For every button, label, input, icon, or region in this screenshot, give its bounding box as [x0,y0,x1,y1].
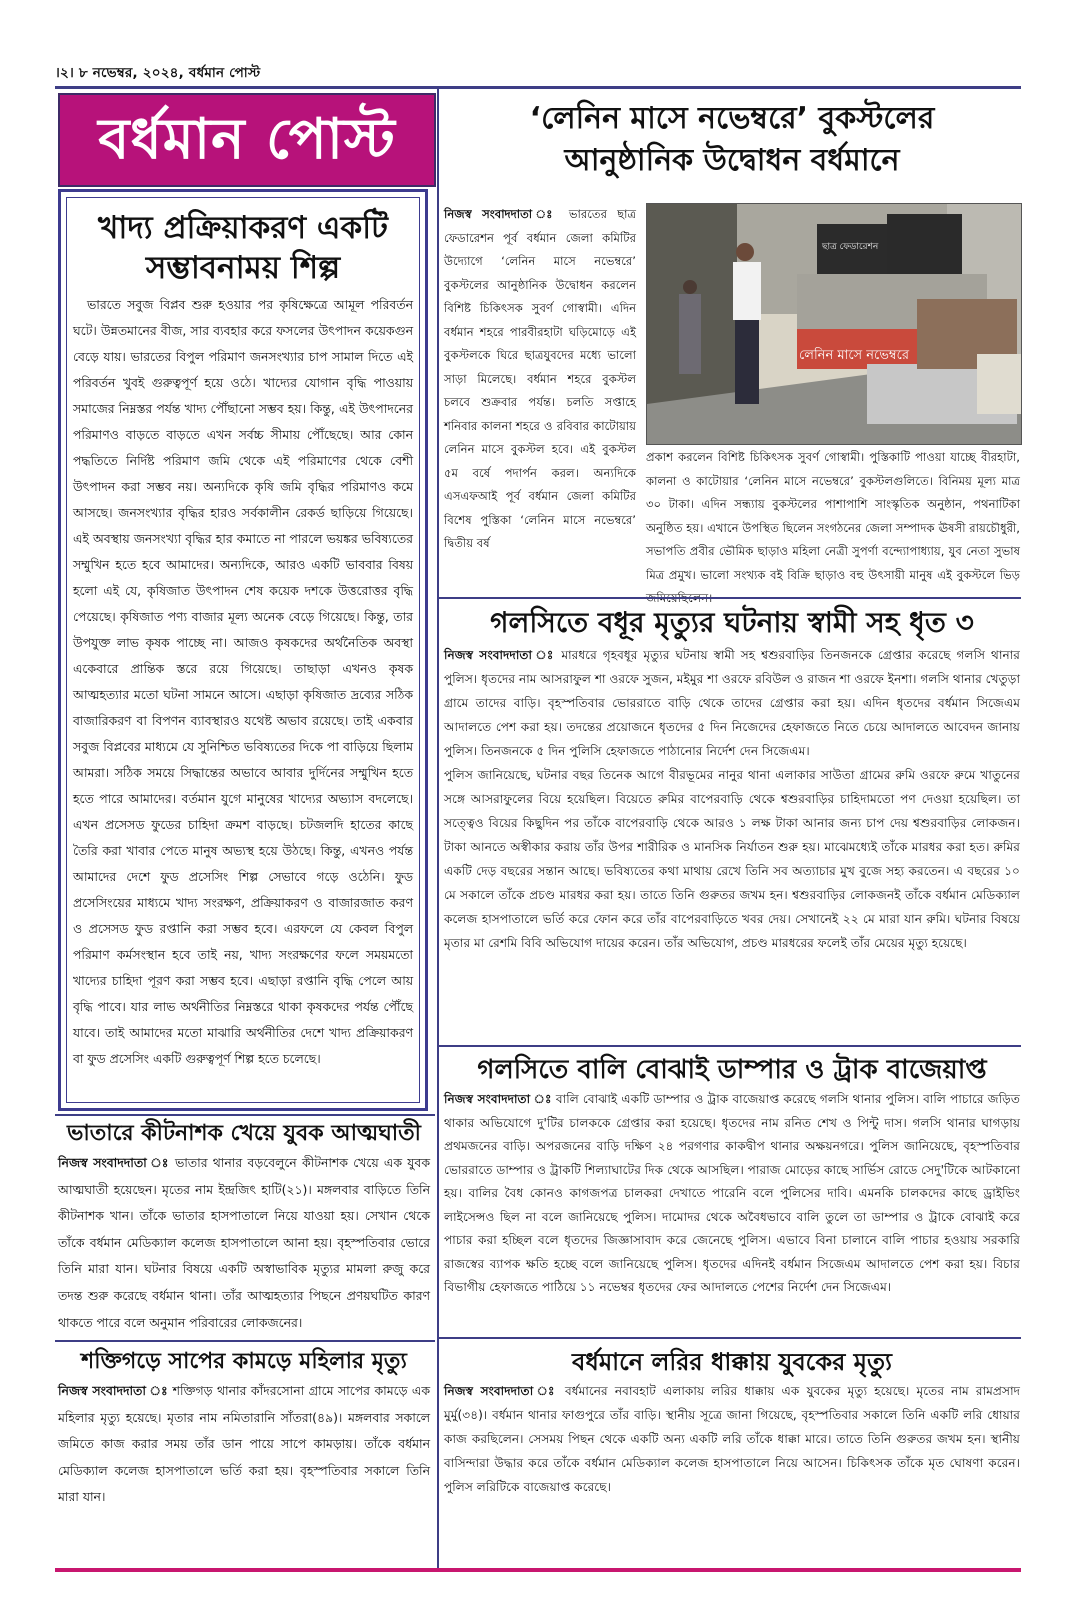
article-body: বর্ধমানের নবাবহাট এলাকায় লরির ধাক্কায় এক যুবকের মৃত্যু হয়েছে। মৃতের নাম রামপ্রসাদ মুর্মু(৩৪)। বর্ধমান থানার ফাগুপুরে তাঁর বাড়ি। স্থানীয় সূত্রে জানা গিয়েছে, বৃহস্পতিবার সকালে তিনি একটি লরি ধোয়ার কাজ করছিলেন। সেসময় পিছন থেকে একটি অন্য একটি লরি তাঁকে ধাক্কা মারে। তাতে তিনি গুরুতর জখম হন। স্থানীয় বাসিন্দারা উদ্ধার করে তাঁকে বর্ধমান মেডিক্যাল কলেজ হাসপাতালে নিয়ে আসেন। চিকিৎসক তাঁকে মৃত ঘোষণা করেন। পুলিস লরিটিকে বাজেয়াপ্ত করেছে। [444,1384,1021,1494]
byline: নিজস্ব সংবাদদাতা ঃ [444,207,559,221]
article-title: শক্তিগড়ে সাপের কামড়ে মহিলার মৃত্যু [81,1349,407,1374]
article-suicide [58,1118,430,1336]
article-title: ভাতারে কীটনাশক খেয়ে যুবক আত্মঘাতী [67,1121,421,1146]
article-body: বালি বোঝাই একটি ডাম্পার ও ট্রাক বাজেয়াপ্ত করেছে গলসি থানার পুলিস। বালি পাচারে জড়িত থাকার অভিযোগে দু'টির চালককে গ্রেপ্তার করা হয়েছে। ধৃতদের নাম রনিত শেখ ও পিন্টু দাস। গলসি থানার ঘাগড়ায় প্রথমজনের বাড়ি। অপরজনের বাড়ি দক্ষিণ ২৪ পরগণার কাকদ্বীপ থানার অক্ষয়নগরে। পুলিস জানিয়েছে, বৃহস্পতিবার ভোররাতে ডাম্পার ও ট্রাকটি শিল্যাঘাটের দিক থেকে আসছিল। পারাজ মোড়ের কাছে সার্ভিস রোডে সেদু'টিকে আটকানো হয়। বালির বৈধ কোনও কাগজপত্র চালকরা দেখাতে পারেনি বলে পুলিসের দাবি। এমনকি চালকদের কাছে ড্রাইভিং লাইসেন্সও ছিল না বলে জানিয়েছে পুলিস। দামোদর থেকে অবৈধভাবে বালি তুলে তা ডাম্পার ও ট্রাকে বোঝাই করে পাচার করা হচ্ছিল বলে ধৃতদের জিজ্ঞাসাবাদ করে জেনেছে পুলিস। এভাবে বিনা চালানে বালি পাচার হওয়ায় সরকারি রাজস্বের ব্যাপক ক্ষতি হচ্ছে বলে জানিয়েছে পুলিস। ধৃতদের এদিনই বর্ধমান সিজেএম আদালতে পেশ করা হয়। বিচার বিভাগীয় হেফাজতে পাঠিয়ে ১১ নভেম্বর ধৃতদের ফের আদালতে পেশের নির্দেশ দেন সিজেএম। [444,1092,1020,1294]
byline: নিজস্ব সংবাদদাতা ঃ [444,648,556,662]
divider [55,1114,435,1116]
article-body: মারধরে গৃহবধূর মৃত্যুর ঘটনায় স্বামী সহ শ্বশুরবাড়ির তিনজনকে গ্রেপ্তার করেছে গলসি থানার পুলিস। ধৃতদের নাম আসরাফুল শা ওরফে সুজন, মইমুর শা ওরফে রবিউল ও রাজন শা ওরফে ইনশা। গলসি থানার খেতুড়া গ্রামে তাদের বাড়ি। বৃহস্পতিবার ভোররাতে বাড়ি থেকে তাদের গ্রেপ্তার করা হয়। এদিন ধৃতদের বর্ধমান সিজেএম আদালতে পেশ করা হয়। তদন্তের প্রয়োজনে ধৃতদের ৫ দিন নিজেদের হেফাজতে নিতে চেয়ে আদালতে আবেদন জানায় পুলিস। তিনজনকে ৫ দিন পুলিসি হেফাজতে পাঠানোর নির্দেশ দেন সিজেএম। [444,648,1021,758]
article-title: বর্ধমানে লরির ধাক্কায় যুবকের মৃত্যু [572,1348,892,1376]
article-body: পুলিস জানিয়েছে, ঘটনার বছর তিনেক আগে বীরভূমের নানুর থানা এলাকার সাউতা গ্রামের রুমি ওরফে রুমে খাতুনের সঙ্গে আসরাফুলের বিয়ে হয়েছিল। বিয়েতে রুমির বাপেরবাড়ি থেকে শ্বশুরবাড়ির চাহিদামতো পণ দেওয়া হয়েছিল। তা সত্ত্বেও বিয়ের কিছুদিন পর তাঁকে বাপেরবাড়ি থেকে আরও ১ লক্ষ টাকা আনার জন্য চাপ দেয় শ্বশুরবাড়ির লোকজন। টাকা আনতে অস্বীকার করায় তাঁর উপর শারীরিক ও মানসিক নির্যাতন শুরু হয়। মাঝেমধ্যেই তাঁকে মারধর করা হত। রুমির একটি দেড় বছরের সন্তান আছে। ভবিষ্যতের কথা মাথায় রেখে তিনি সব অত্যাচার মুখ বুজে সহ্য করতেন। এ বছরের ১০ মে সকালে তাঁকে প্রচণ্ড মারধর করা হয়। তাতে তিনি গুরুতর জখম হন। শ্বশুরবাড়ির লোকজনই তাঁকে বর্ধমান মেডিক্যাল কলেজ হাসপাতালে ভর্তি করে ফোন করে তাঁর বাপেরবাড়িতে খবর দেয়। সেখানেই ২২ মে মারা যান রুমি। ঘটনার বিষয়ে মৃতার মা রেশমি বিবি অভিযোগ দায়ের করেন। তাঁর অভিযোগ, প্রচণ্ড মারধরের ফলেই তাঁর মেয়ের মৃত্যু হয়েছে। [444,768,1020,950]
article-body: ভারতের ছাত্র ফেডারেশন পূর্ব বর্ধমান জেলা কমিটির উদ্যোগে ‘লেনিন মাসে নভেম্বরে’ বুকস্টলের আনুষ্ঠানিক উদ্বোধন করলেন বিশিষ্ট চিকিৎসক সুবর্ণ গোস্বামী। এদিন বর্ধমান শহরে পারবীরহাটা ঘড়িমোড়ে এই বুকস্টলকে ঘিরে ছাত্রযুবদের মধ্যে ভালো সাড়া মিলেছে। বর্ধমান শহরে বুকস্টল চলবে শুক্রবার পর্যন্ত। চলতি সপ্তাহে শনিবার কালনা শহরে ও রবিবার কাটোয়ায় লেনিন মাসে বুকস্টল হবে। এই বুকস্টল ৫ম বর্ষে পদার্পন করল। অন্যদিকে এসএফআই পূর্ব বর্ধমান জেলা কমিটির বিশেষ পুস্তিকা ‘লেনিন মাসে নভেম্বরে’ দ্বিতীয় বর্ষ [444,207,636,550]
article-title: গলসিতে বালি বোঝাই ডাম্পার ও ট্রাক বাজেয়াপ্ত [477,1055,987,1085]
divider [439,1045,1021,1047]
byline: নিজস্ব সংবাদদাতা ঃ [58,1155,170,1170]
article-title: গলসিতে বধূর মৃত্যুর ঘটনায় স্বামী সহ ধৃত ৩ [490,606,974,639]
bookstall-photo [646,203,1022,445]
editorial-box [58,189,428,1111]
article-body: শক্তিগড় থানার কাঁদরসোনা গ্রামে সাপের কামড়ে এক মহিলার মৃত্যু হয়েছে। মৃতার নাম নমিতারানি সাঁতরা(৪৯)। মঙ্গলবার সকালে জমিতে কাজ করার সময় তাঁর ডান পায়ে সাপে কামড়ায়। তাঁকে বর্ধমান মেডিক্যাল কলেজ হাসপাতালে ভর্তি করা হয়। বৃহস্পতিবার সকালে তিনি মারা যান। [58,1383,430,1505]
byline: নিজস্ব সংবাদদাতা ঃ [444,1384,558,1398]
byline: নিজস্ব সংবাদদাতা ঃ [444,1092,552,1106]
article-bookstall [444,98,1020,182]
article-snakebite [58,1346,430,1511]
column-divider [437,89,439,1568]
bookstall-text-right: প্রকাশ করলেন বিশিষ্ট চিকিৎসক সুবর্ণ গোস্বামী। পুস্তিকাটি পাওয়া যাচ্ছে বীরহাটা, কালনা ও কাটোয়ার ‘লেনিন মাসে নভেম্বরে’ বুকস্টলগুলিতে। বিনিময় মূল্য মাত্র ৩০ টাকা। এদিন সন্ধ্যায় বুকস্টলের পাশাপাশি সাংস্কৃতিক অনুষ্ঠান, পথনাটিকা অনুষ্ঠিত হয়। এখানে উপস্থিত ছিলেন সংগঠনের জেলা সম্পাদক ঊষসী রায়চৌধুরী, সভাপতি প্রবীর ভৌমিক ছাড়াও মহিলা নেত্রী সুপর্ণা বন্দ্যোপাধ্যায়, যুব নেতা সুভাষ মিত্র প্রমুখ। ভালো সংখ্যক বই বিক্রি ছাড়াও বহু উৎসায়ী মানুষ এই বুকস্টলে ভিড় [646,450,1020,582]
editorial-title: খাদ্য প্রক্রিয়াকরণ একটি সম্ভাবনাময় শিল্প [98,210,388,286]
photo-banner-text: লেনিন মাসে নভেম্বরে [799,348,909,363]
page-folio: ।২। ৮ নভেম্বর, ২০২৪, বর্ধমান পোস্ট [55,65,261,81]
bottom-rule [55,1568,1021,1572]
article-lorry [444,1345,1020,1499]
photo-sign-text: ছাত্র ফেডারেশন [822,242,879,252]
article-title: ‘লেনিন মাসে নভেম্বরে’ বুকস্টলের আনুষ্ঠানিক উদ্বোধন বর্ধমানে [529,101,935,178]
byline: নিজস্ব সংবাদদাতা ঃ [58,1383,169,1398]
article-body: ভাতার থানার বড়বেলুনে কীটনাশক খেয়ে এক যুবক আত্মঘাতী হয়েছেন। মৃতের নাম ইন্দ্রজিৎ হাটি(২১)। মঙ্গলবার বাড়িতে তিনি কীটনাশক খান। তাঁকে ভাতার হাসপাতালে নিয়ে যাওয়া হয়। সেখান থেকে তাঁকে বর্ধমান মেডিক্যাল কলেজ হাসপাতালে আনা হয়। বৃহস্পতিবার ভোরে তিনি মারা যান। ঘটনার বিষয়ে একটি অস্বাভাবিক মৃত্যুর মামলা রুজু করে তদন্ত শুরু করেছে বর্ধমান থানা। তাঁর আত্মহত্যার পিছনে প্রণয়ঘটিত কারণ থাকতে পারে বলে অনুমান পরিবারের লোকজনের। [58,1155,430,1330]
editorial-body: ভারতে সবুজ বিপ্লব শুরু হওয়ার পর কৃষিক্ষেত্রে আমূল পরিবর্তন ঘটে। উন্নতমানের বীজ, সার ব্যবহার করে ফসলের উৎপাদন কয়েকগুন বেড়ে যায়। ভারতের বিপুল পরিমাণ জনসংখ্যার চাপ সামাল দিতে এই পরিবর্তন খুবই গুরুত্বপূর্ণ হয়ে ওঠে। খাদ্যের যোগান বৃদ্ধি পাওয়ায় সমাজের নিম্নস্তর পর্যন্ত খাদ্য পৌঁছানো সম্ভব হয়। কিন্তু, এই উৎপাদনের পরিমাণও বাড়তে বাড়তে এখন সর্বচ্চ সীমায় পৌঁছেছে। আর কোন পদ্ধতিতে নির্দিষ্ট পরিমাণ জমি থেকে এই পরিমাণের থেকে বেশী উৎপাদন করা সম্ভব নয়। অন্যদিকে কৃষি জমি বৃদ্ধির পরিমাণও কমে আসছে। জনসংখ্যার বৃদ্ধির হারও সর্বকালীন রেকর্ড ছাড়িয়ে গিয়েছে। এই অবস্থায় জনসংখ্যা বৃদ্ধির হার কমাতে না পারলে ভয়ঙ্কর ভবিষ্যতের সম্মুখিন হতে হবে আমাদের। অন্যদিকে, আরও একটি ভাববার বিষয় হলো এই যে, কৃষিজাত উৎপাদন শেষ কয়েক দশকে উত্তরোত্তর বৃদ্ধি পেয়েছে। কৃষিজাত পণ্য বাজার মূল্য অনেক বেড়ে গিয়েছে। কিন্তু, তার উপযুক্ত লাভ কৃষক পাচ্ছে না। আজও কৃষকদের অর্থনৈতিক অবস্থা একেবারে প্রান্তিক স্তরে রয়ে গিয়েছে। তাছাড়া এখনও কৃষক আত্মহত্যার মতো ঘটনা সামনে আসে। এছাড়া কৃষিজাত দ্রব্যের সঠিক বাজারিকরণ বা বিপণন ব্যাবস্থারও যথেষ্ট অভাব রয়েছে। তাই একবার সবুজ বিপ্লবের মাধ্যমে যে সুনিশ্চিত ভবিষ্যতের দিকে পা বাড়িয়ে ছিলাম আমরা। সঠিক সময়ে সিদ্ধান্তের অভাবে আবার দুর্দিনের সম্মুখিন হতে হতে পারে আমাদের। বর্তমান যুগে মানুষের খাদ্যের অভ্যাস বদলেছে। এখন প্রসেসড ফুডের চাহিদা ক্রমশ বাড়ছে। চটজলদি হাতের কাছে তৈরি করা খাবার পেতে মানুষ অভ্যস্থ হয়ে উঠছে। কিন্তু, এখনও পর্যন্ত আমাদের দেশে ফুড প্রসেসিং শিল্প সেভাবে গড়ে ওঠেনি। ফুড প্রসেসিংয়ের মাধ্যমে খাদ্য সংরক্ষণ, প্রক্রিয়াকরণ ও বাজারজাত করণ ও প্রসেসড ফুড রপ্তানি করা সম্ভব হবে। এরফলে যে কেবল বিপুল পরিমাণ কর্মসংস্থান হবে তাই নয়, খাদ্য সংরক্ষণের ফলে সময়মতো খাদ্যের চাহিদা পূরণ করা সম্ভব হবে। এছাড়া রপ্তানি বৃদ্ধি পেলে আয় বৃদ্ধি পাবে। যার লাভ অর্থনীতির নিম্নস্তরে থাকা কৃষকদের পর্যন্ত পৌঁছে যাবে। তাই আমাদের মতো মাঝারি অর্থনীতির দেশে খাদ্য প্রক্রিয়াকরণ বা ফুড প্রসেসিং একটি গুরুত্বপূর্ণ শিল্প হতে চলেছে। [73,297,413,1066]
article-dowry [444,603,1020,955]
masthead-title: বর্ধমান পোস্ট [58,93,436,187]
divider [439,1337,1021,1339]
bookstall-text-left [444,203,636,556]
article-sand [444,1052,1020,1300]
top-rule [55,86,1021,89]
divider [439,597,1021,599]
divider [55,1340,435,1342]
